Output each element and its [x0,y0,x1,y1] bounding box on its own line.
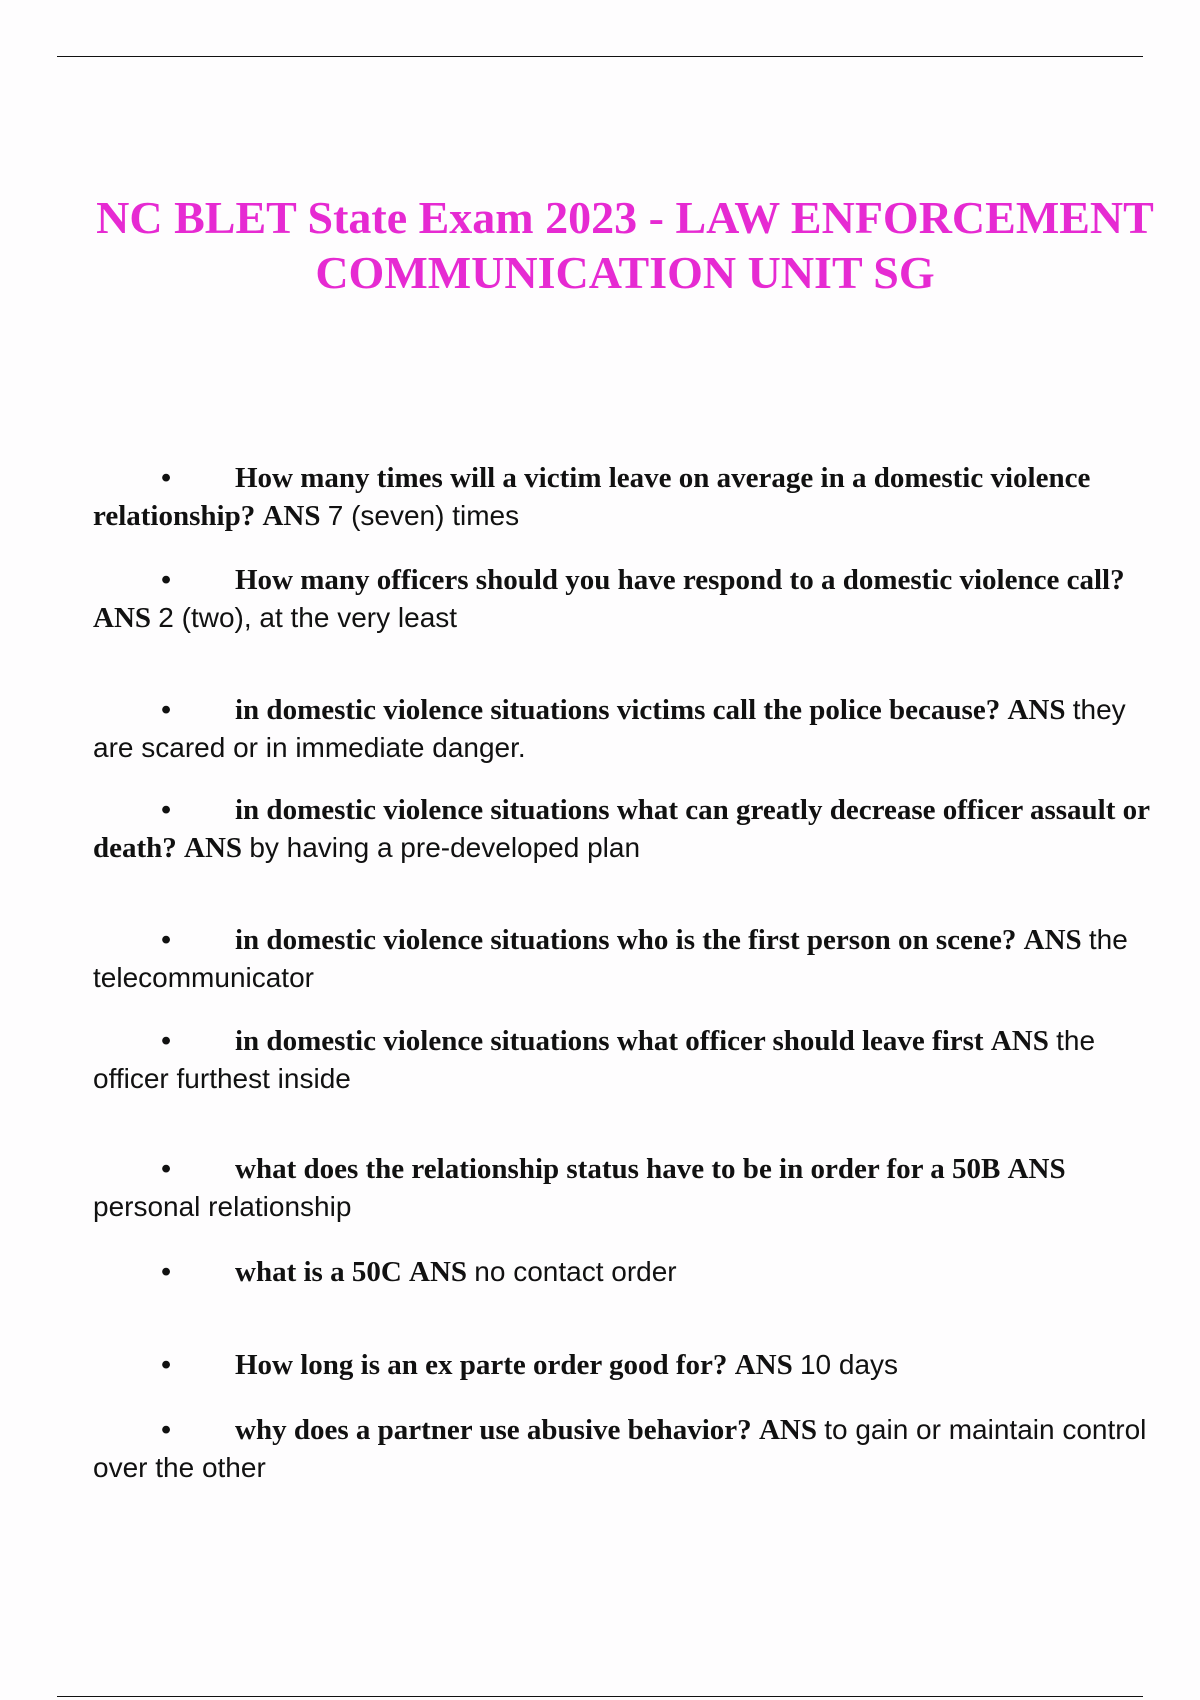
bullet-icon: • [161,924,172,956]
ans-label: ANS [990,1025,1049,1057]
ans-label: ANS [1007,694,1066,726]
qa-item [93,792,1168,867]
answer-text: no contact order [474,1256,677,1287]
answer-text: 10 days [799,1349,899,1380]
ans-label: ANS [93,602,152,634]
bullet-icon: • [161,1414,172,1446]
answer-text: by having a pre-developed plan [249,832,641,863]
bullet-icon: • [161,1025,172,1057]
answer-text: personal relationship [93,1191,352,1222]
answer-text: the telecommunicator [93,924,1128,993]
question-text: in domestic violence situations what officer should leave first [235,1025,984,1057]
ans-label: ANS [1023,924,1082,956]
document-title: NC BLET State Exam 2023 - LAW ENFORCEMENT COMMUNICATION UNIT SG [96,192,1154,298]
qa-item [93,1253,1168,1291]
ans-label: ANS [262,500,321,532]
question-text: in domestic violence situations what can greatly decrease officer assault or death? [93,794,1150,864]
ans-label: ANS [758,1414,817,1446]
answer-text: 2 (two), at the very least [158,602,458,633]
question-text: why does a partner use abusive behavior? [235,1414,752,1446]
question-text: in domestic violence situations who is the first person on scene? [235,924,1017,956]
answer-text: 7 (seven) times [327,500,520,531]
qa-item [93,921,1168,997]
bullet-icon: • [161,564,172,596]
bullet-icon: • [161,1256,172,1288]
answer-text: to gain or maintain control over the other [93,1414,1147,1483]
ans-label: ANS [734,1349,793,1381]
qa-item [93,1411,1168,1487]
qa-item [93,1346,1168,1384]
qa-item [93,1151,1168,1226]
answer-text: the officer furthest inside [93,1025,1096,1094]
qa-item [93,691,1168,767]
question-text: How many times will a victim leave on average in a domestic violence relationship? [93,462,1091,532]
qa-item [93,562,1168,637]
bullet-icon: • [161,1153,172,1185]
qa-item [93,1022,1168,1098]
top-rule [57,56,1143,57]
bullet-icon: • [161,694,172,726]
bullet-icon: • [161,462,172,494]
question-text: what does the relationship status have to be in order for a 50B [235,1153,1001,1185]
question-text: what is a 50C [235,1256,402,1288]
bullet-icon: • [161,1349,172,1381]
question-text: How many officers should you have respond to a domestic violence call? [235,564,1125,596]
question-text: in domestic violence situations victims call the police because? [235,694,1001,726]
answer-text: they are scared or in immediate danger. [93,694,1126,763]
bottom-rule [57,1696,1143,1697]
bullet-icon: • [161,794,172,826]
qa-item [93,460,1168,535]
question-text: How long is an ex parte order good for? [235,1349,728,1381]
ans-label: ANS [409,1256,468,1288]
ans-label: ANS [1007,1153,1066,1185]
ans-label: ANS [184,832,243,864]
